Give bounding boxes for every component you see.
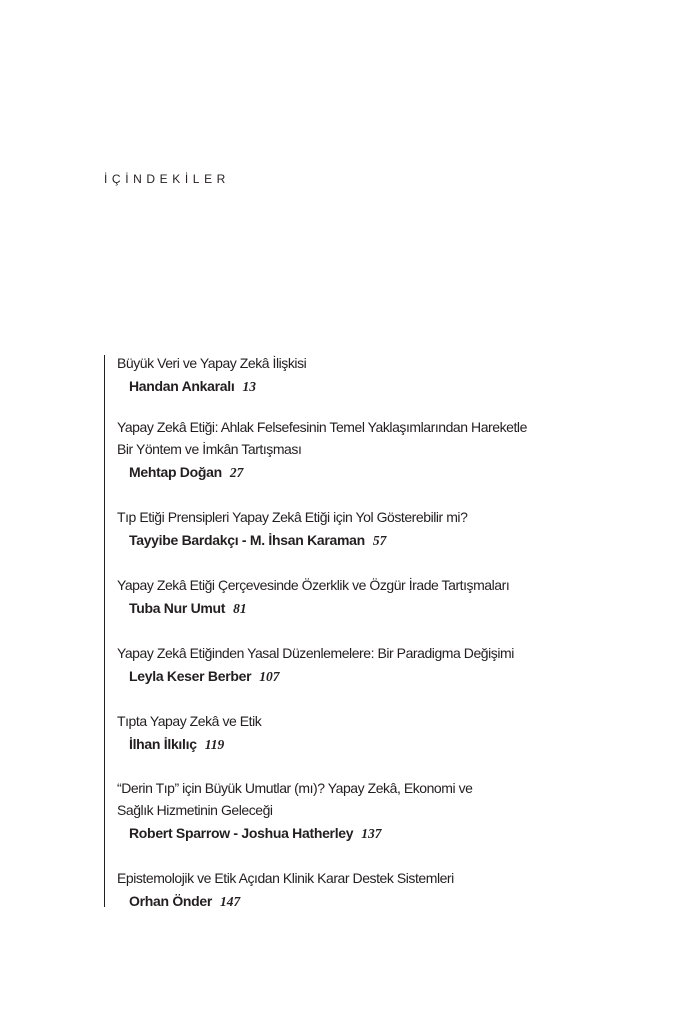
entry-byline xyxy=(117,889,677,914)
entry-page-number: 147 xyxy=(220,894,241,909)
entry-author: Tuba Nur Umut xyxy=(129,600,226,616)
entry-author: Orhan Önder xyxy=(129,893,213,909)
toc-entry xyxy=(117,352,677,399)
entry-author: Mehtap Doğan xyxy=(129,464,222,480)
entry-author: Leyla Keser Berber xyxy=(129,668,252,684)
entry-byline xyxy=(117,664,677,689)
entry-title: Epistemolojik ve Etik Açıdan Klinik Karar Destek Sistemleri xyxy=(117,870,454,886)
entry-page-number: 57 xyxy=(372,533,387,548)
entry-title-continued: Sağlık Hizmetinin Geleceği xyxy=(117,802,273,818)
entry-byline xyxy=(117,528,677,553)
entry-author: İlhan İlkılıç xyxy=(129,736,197,752)
toc-entry xyxy=(117,416,677,485)
entry-byline xyxy=(117,596,677,621)
toc-entry xyxy=(117,506,677,553)
entry-page-number: 137 xyxy=(361,826,382,841)
toc-entry xyxy=(117,777,677,846)
entry-page-number: 27 xyxy=(229,465,244,480)
entry-byline xyxy=(117,732,677,757)
page-title: İÇİNDEKİLER xyxy=(104,172,230,186)
entry-title: Yapay Zekâ Etiği: Ahlak Felsefesinin Temel Yaklaşımlarından Hareketle xyxy=(117,419,527,435)
entry-byline xyxy=(117,460,677,485)
entry-author: Robert Sparrow - Joshua Hatherley xyxy=(129,825,354,841)
entry-title: “Derin Tıp” için Büyük Umutlar (mı)? Yapay Zekâ, Ekonomi ve xyxy=(117,780,473,796)
entry-author: Tayyibe Bardakçı - M. İhsan Karaman xyxy=(129,532,365,548)
entry-author: Handan Ankaralı xyxy=(129,378,235,394)
entry-byline xyxy=(117,374,677,399)
toc-entry xyxy=(117,867,677,914)
entry-page-number: 13 xyxy=(242,379,256,394)
toc-entry xyxy=(117,642,677,689)
toc-entry xyxy=(117,710,677,757)
entry-title: Yapay Zekâ Etiğinden Yasal Düzenlemelere: Bir Paradigma Değişimi xyxy=(117,645,514,661)
entry-title: Tıp Etiği Prensipleri Yapay Zekâ Etiği için Yol Gösterebilir mi? xyxy=(117,509,468,525)
entry-page-number: 107 xyxy=(259,669,280,684)
toc-entry xyxy=(117,574,677,621)
vertical-rule xyxy=(104,355,105,907)
entry-title: Büyük Veri ve Yapay Zekâ İlişkisi xyxy=(117,355,307,371)
entry-byline xyxy=(117,821,677,846)
entry-page-number: 81 xyxy=(233,601,247,616)
entry-title-continued: Bir Yöntem ve İmkân Tartışması xyxy=(117,441,302,457)
entry-title: Tıpta Yapay Zekâ ve Etik xyxy=(117,713,262,729)
entry-page-number: 119 xyxy=(204,737,225,752)
entry-title: Yapay Zekâ Etiği Çerçevesinde Özerklik ve Özgür İrade Tartışmaları xyxy=(117,577,510,593)
